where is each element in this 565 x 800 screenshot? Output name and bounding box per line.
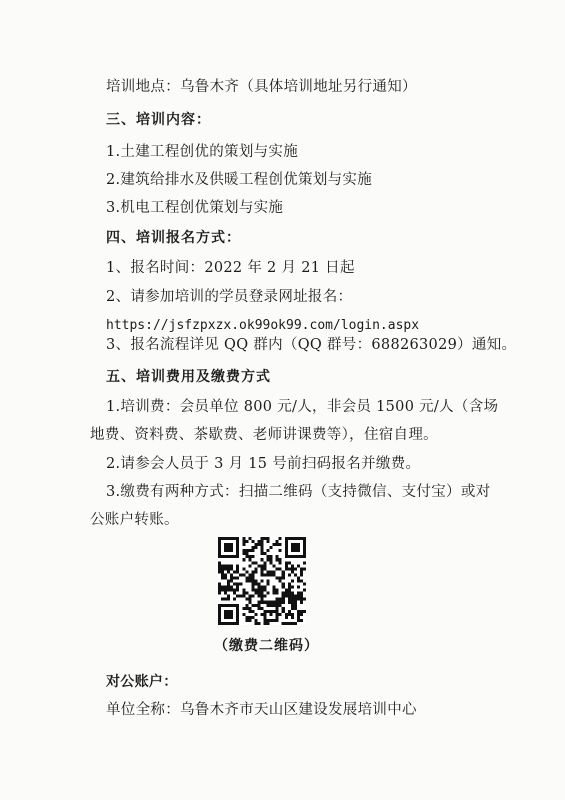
section3-item-2: 2.建筑给排水及供暖工程创优策划与实施: [106, 172, 373, 188]
section5-heading: 五、培训费用及缴费方式: [106, 369, 271, 385]
payment-qr-code[interactable]: [218, 537, 306, 625]
account-label: 对公账户：: [106, 674, 178, 690]
payment-deadline: 2.请参会人员于 3 月 15 号前扫码报名并缴费。: [106, 456, 421, 472]
registration-time: 1、报名时间：2022 年 2 月 21 日起: [106, 260, 355, 276]
registration-url[interactable]: https://jsfzpxzx.ok99ok99.com/login.aspx: [106, 318, 420, 333]
section3-item-1: 1.土建工程创优的策划与实施: [106, 144, 299, 160]
payment-method-line-1: 3.缴费有两种方式：扫描二维码（支持微信、支付宝）或对: [106, 484, 491, 500]
fee-line-2: 地费、资料费、茶歇费、老师讲课费等），住宿自理。: [90, 427, 438, 443]
fee-line-1: 1.培训费：会员单位 800 元/人，非会员 1500 元/人（含场: [106, 399, 499, 415]
training-location: 培训地点：乌鲁木齐（具体培训地址另行通知）: [106, 79, 417, 95]
section3-item-3: 3.机电工程创优策划与实施: [106, 200, 284, 216]
section4-heading: 四、培训报名方式：: [106, 230, 241, 246]
qr-caption: （缴费二维码）: [214, 638, 319, 654]
qr-code-image: [218, 537, 306, 625]
registration-qq: 3、报名流程详见 QQ 群内（QQ 群号：688263029）通知。: [106, 337, 517, 353]
payment-method-line-2: 公账户转账。: [90, 512, 179, 528]
section3-heading: 三、培训内容：: [106, 112, 211, 128]
registration-login: 2、请参加培训的学员登录网址报名：: [106, 289, 353, 305]
account-unit-name: 单位全称：乌鲁木齐市天山区建设发展培训中心: [106, 702, 417, 718]
